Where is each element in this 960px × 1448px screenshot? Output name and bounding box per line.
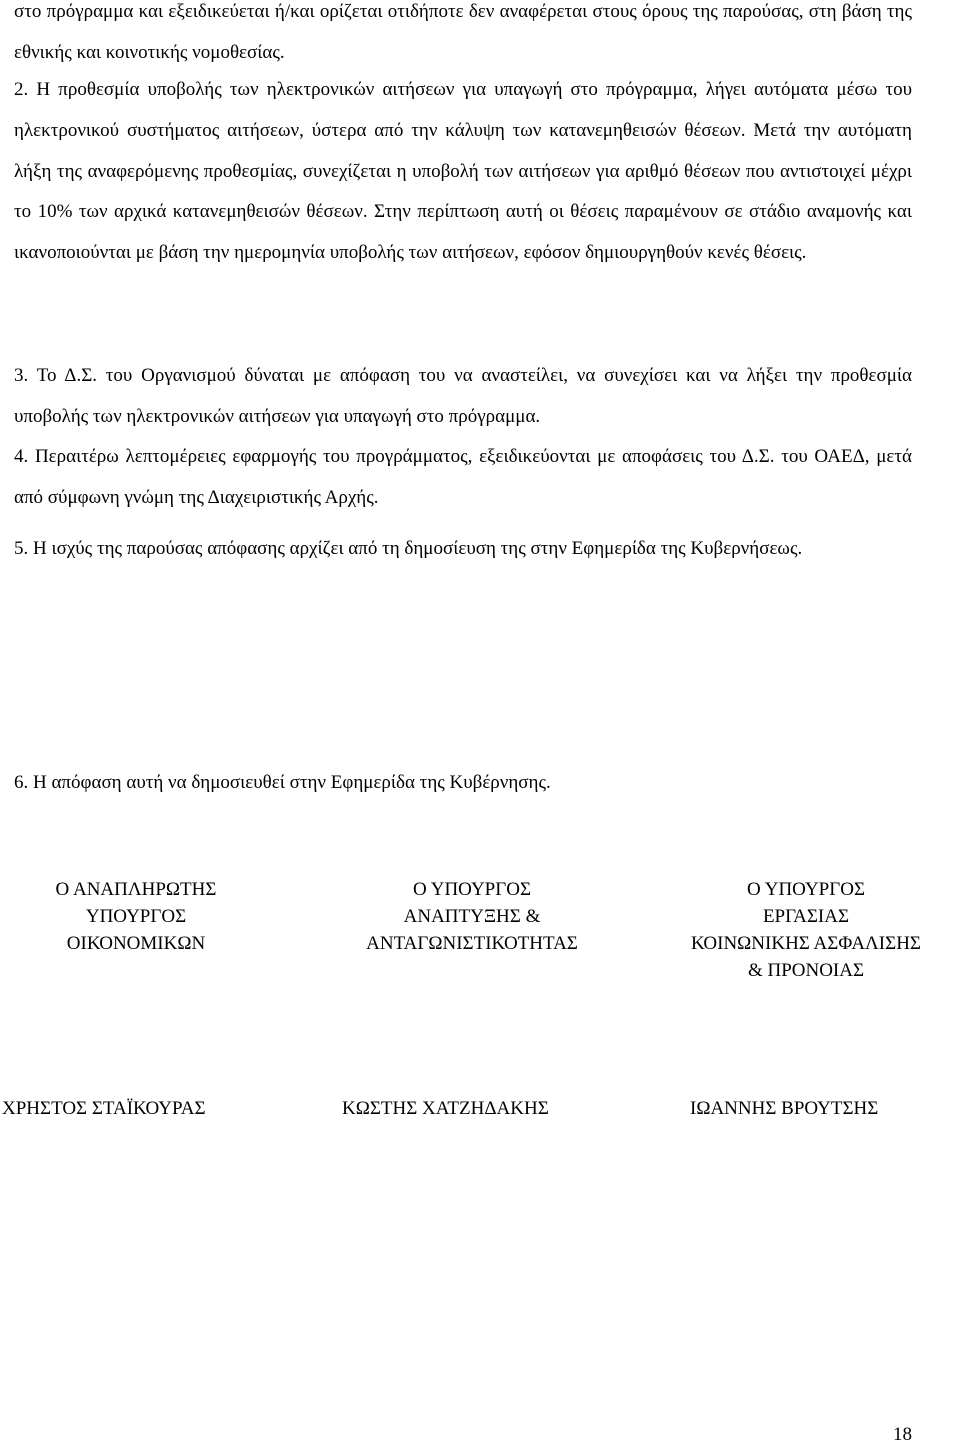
signatory-title-line: ΚΟΙΝΩΝΙΚΗΣ ΑΣΦΑΛΙΣΗΣ: [691, 933, 921, 954]
intro-paragraph: στο πρόγραμμα και εξειδικεύεται ή/και ορίζεται οτιδήποτε δεν αναφέρεται στους όρους της παρούσας, στη βάση της εθνικής και κοινοτικής νομοθεσίας.: [14, 1, 912, 63]
signatory-title-line: ΑΝΑΠΤΥΞΗΣ &: [403, 906, 541, 927]
signatory-title-line: ΟΙΚΟΝΟΜΙΚΩΝ: [66, 933, 206, 954]
paragraph-3: 3. Το Δ.Σ. του Οργανισμού δύναται με απόφαση του να αναστείλει, να συνεχίσει και να λήξει την προθεσμία υποβολής των ηλεκτρονικών αιτήσεων για υπαγωγή στο πρόγραμμα.: [14, 365, 912, 427]
signatory-title-line: Ο ΑΝΑΠΛΗΡΩΤΗΣ: [55, 879, 217, 900]
signatory-title-development: [330, 876, 614, 957]
paragraph-2: 2. Η προθεσμία υποβολής των ηλεκτρονικών αιτήσεων για υπαγωγή στο πρόγραμμα, λήγει αυτόματα μέσω του ηλεκτρονικού συστήματος αιτήσεων, ύστερα από την κάλυψη των κατανεμηθεισών θέσεων. Μετά την αυτόματη λήξη της αναφερόμενης προθεσμίας, συνεχίζεται η υποβολή των αιτήσεων για αριθμό θέσεων που αντιστοιχεί μέχρι το 10% των αρχικά κατανεμηθεισών θέσεων. Στην περίπτωση αυτή οι θέσεις παραμένουν σε στάδιο αναμονής και ικανοποιούνται με βάση την ημερομηνία υποβολής των αιτήσεων, εφόσον δημιουργηθούν κενές θέσεις.: [14, 79, 912, 264]
page-number: 18: [893, 1424, 912, 1445]
signatory-title-line: Ο ΥΠΟΥΡΓΟΣ: [412, 879, 532, 900]
signatory-title-line: & ΠΡΟΝΟΙΑΣ: [747, 960, 865, 981]
paragraph-5: 5. Η ισχύς της παρούσας απόφασης αρχίζει από τη δημοσίευση της στην Εφημερίδα της Κυβερνήσεως.: [14, 538, 803, 559]
paragraph-6: 6. Η απόφαση αυτή να δημοσιευθεί στην Εφημερίδα της Κυβέρνησης.: [14, 772, 551, 793]
signatory-title-line: ΕΡΓΑΣΙΑΣ: [762, 906, 850, 927]
signatory-title-finance: [0, 876, 272, 957]
paragraph-4: 4. Περαιτέρω λεπτομέρειες εφαρμογής του προγράμματος, εξειδικεύονται με αποφάσεις του Δ.Σ. του ΟΑΕΔ, μετά από σύμφωνη γνώμη της Διαχειριστικής Αρχής.: [14, 446, 912, 508]
signatory-name-labour: ΙΩΑΝΝΗΣ ΒΡΟΥΤΣΗΣ: [690, 1098, 879, 1119]
signatory-name-development: ΚΩΣΤΗΣ ΧΑΤΖΗΔΑΚΗΣ: [342, 1098, 549, 1119]
signatory-title-line: Ο ΥΠΟΥΡΓΟΣ: [746, 879, 866, 900]
signatory-name-finance: ΧΡΗΣΤΟΣ ΣΤΑΪΚΟΥΡΑΣ: [2, 1098, 206, 1119]
signatory-title-line: ΑΝΤΑΓΩΝΙΣΤΙΚΟΤΗΤΑΣ: [366, 933, 578, 954]
signatory-title-labour: [652, 876, 960, 984]
signatory-title-line: ΥΠΟΥΡΓΟΣ: [85, 906, 187, 927]
